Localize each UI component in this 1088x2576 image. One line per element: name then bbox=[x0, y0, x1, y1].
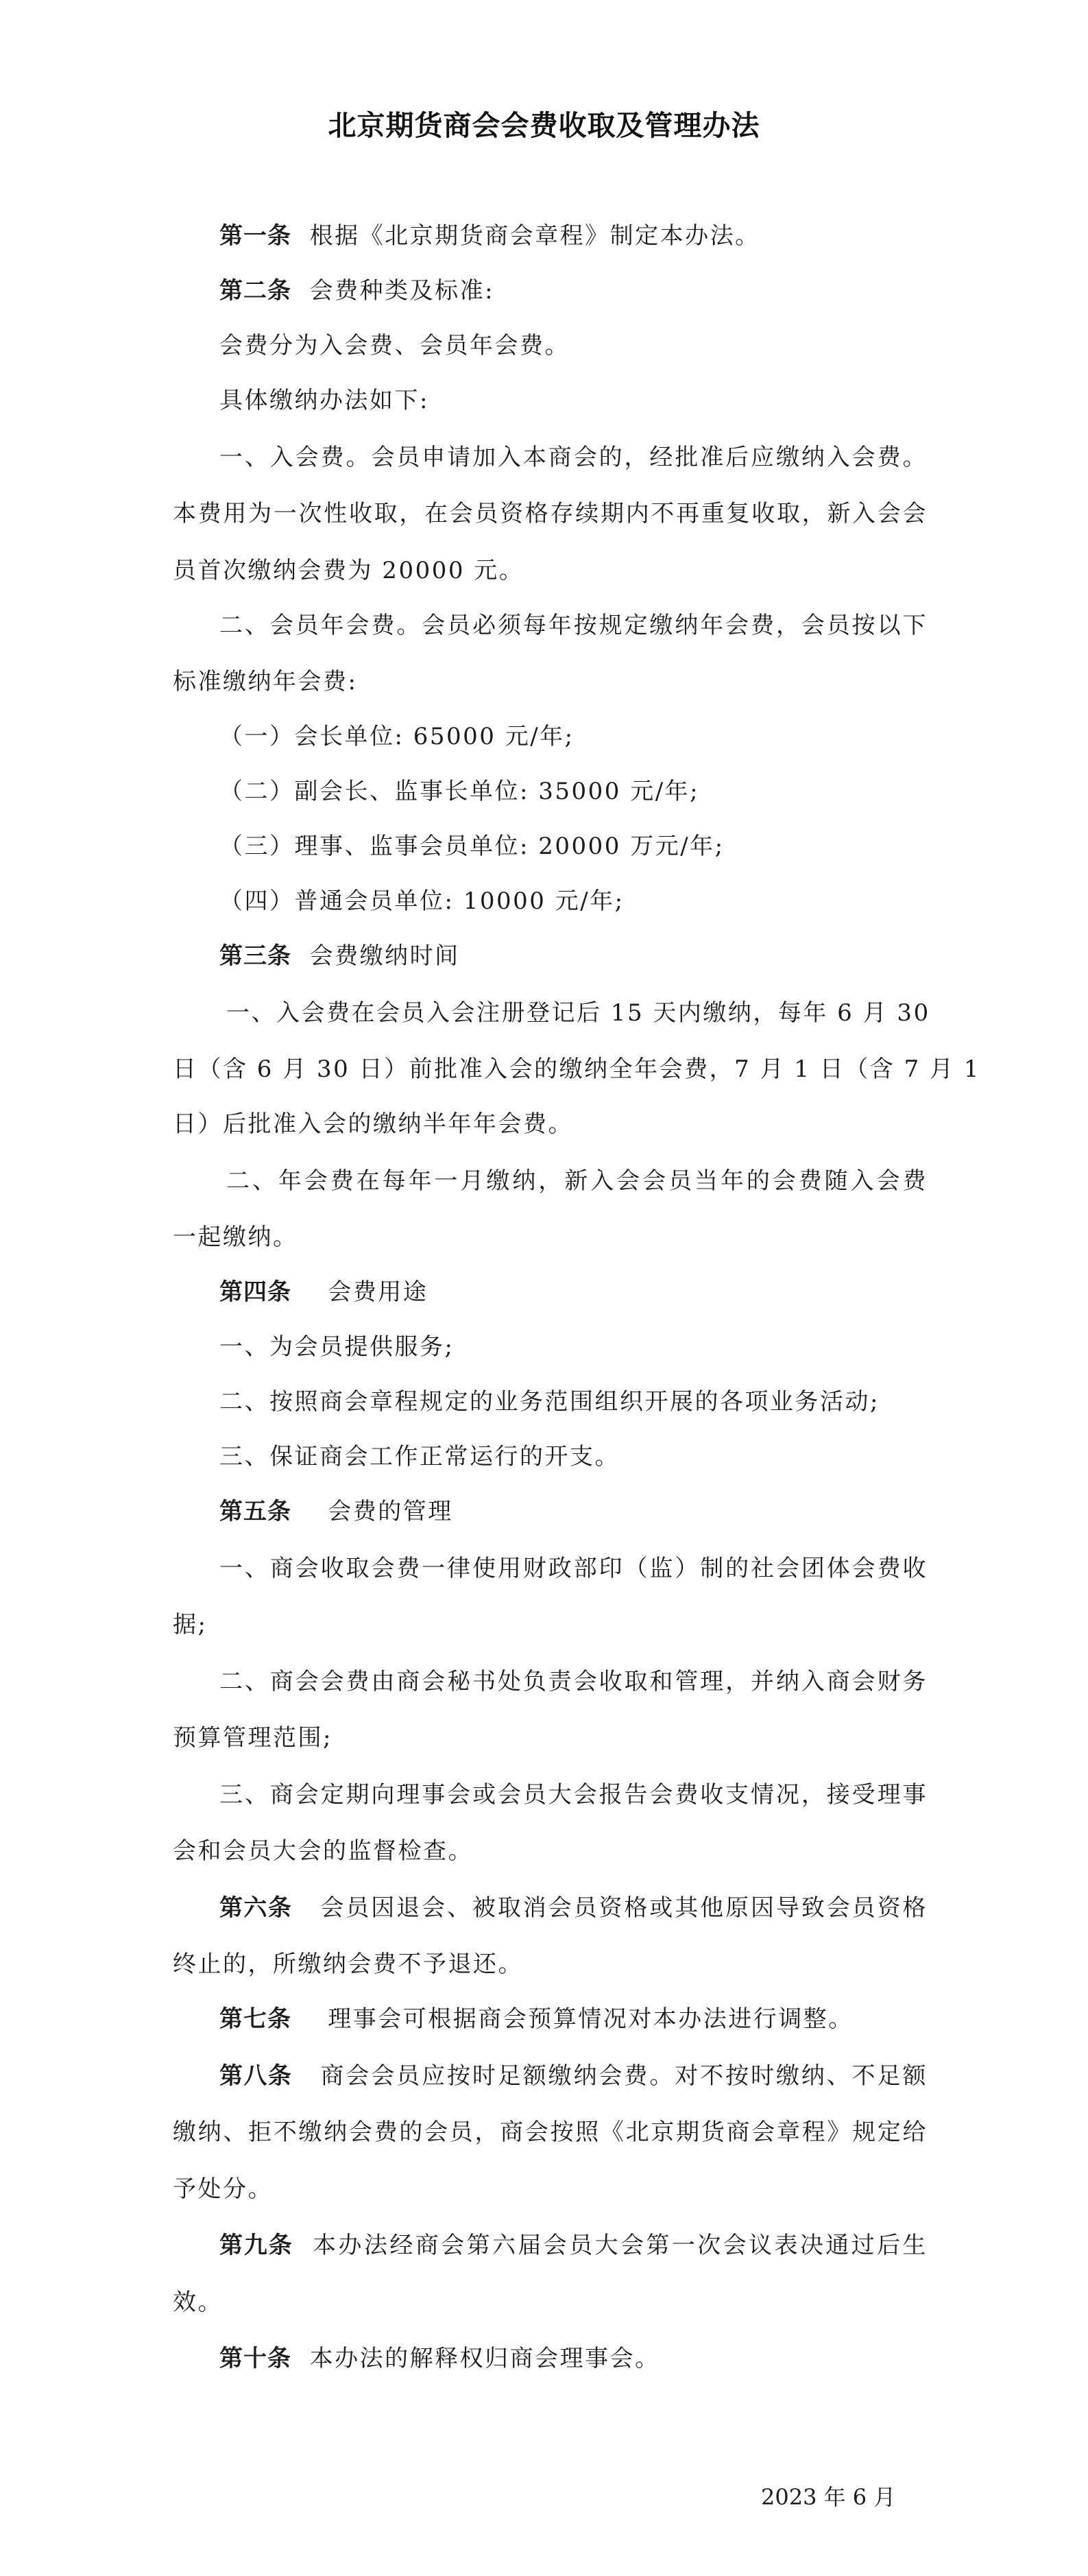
payment-time-line-1: 一、入会费在会员入会注册登记后 15 天内缴纳，每年 6 月 30 bbox=[226, 999, 930, 1027]
article-8-heading: 第八条 bbox=[219, 2062, 293, 2090]
fee-council-member: （三）理事、监事会员单位: 20000 万元/年; bbox=[219, 833, 725, 860]
fee-vice-president: （二）副会长、监事长单位: 35000 元/年; bbox=[219, 778, 700, 805]
article-2 bbox=[219, 276, 494, 306]
article-7-heading: 第七条 bbox=[219, 2005, 291, 2033]
article-1-heading: 第一条 bbox=[219, 222, 291, 250]
article-6-heading: 第六条 bbox=[219, 1894, 293, 1922]
article-4-text: 会费用途 bbox=[328, 1278, 428, 1306]
article-9-text: 本办法经商会第六届会员大会第一次会议表决通过后生 bbox=[313, 2232, 928, 2259]
article-2-heading: 第二条 bbox=[219, 277, 291, 305]
management-2-line-2: 预算管理范围; bbox=[173, 1724, 333, 1752]
article-4-heading: 第四条 bbox=[219, 1278, 291, 1306]
article-8-line-2: 缴纳、拒不缴纳会费的会员，商会按照《北京期货商会章程》规定给 bbox=[173, 2119, 928, 2146]
management-3-line-2: 会和会员大会的监督检查。 bbox=[173, 1837, 473, 1865]
payment-time-line-2: 日（含 6 月 30 日）前批准入会的缴纳全年会费，7 月 1 日（含 7 月 1 bbox=[173, 1056, 980, 1083]
management-3-line-1: 三、商会定期向理事会或会员大会报告会费收支情况，接受理事 bbox=[219, 1781, 928, 1809]
fee-ordinary-member: （四）普通会员单位: 10000 元/年; bbox=[219, 887, 625, 915]
article-1 bbox=[219, 221, 760, 251]
management-1-line-2: 据; bbox=[173, 1611, 208, 1638]
entry-fee-line-3: 员首次缴纳会费为 20000 元。 bbox=[173, 557, 524, 584]
usage-item-2: 二、按照商会章程规定的业务范围组织开展的各项业务活动; bbox=[219, 1388, 880, 1416]
article-10 bbox=[219, 2344, 660, 2374]
article-5 bbox=[219, 1496, 453, 1527]
annual-fee-line-2: 标准缴纳年会费: bbox=[173, 668, 358, 695]
usage-item-3: 三、保证商会工作正常运行的开支。 bbox=[219, 1443, 620, 1470]
article-8-text: 商会会员应按时足额缴纳会费。对不按时缴纳、不足额 bbox=[320, 2062, 928, 2090]
entry-fee-line-2: 本费用为一次性收取，在会员资格存续期内不再重复收取，新入会会 bbox=[173, 500, 928, 527]
article-9-line-1 bbox=[219, 2230, 928, 2261]
article-5-heading: 第五条 bbox=[219, 1498, 291, 1525]
article-5-text: 会费的管理 bbox=[328, 1498, 453, 1525]
article-3 bbox=[219, 941, 460, 971]
article-8-line-3: 予处分。 bbox=[173, 2175, 273, 2203]
article-6-line-1 bbox=[219, 1893, 928, 1923]
annual-fee-line-1: 二、会员年会费。会员必须每年按规定缴纳年会费，会员按以下 bbox=[219, 612, 928, 639]
document-title: 北京期货商会会费收取及管理办法 bbox=[328, 109, 760, 142]
annual-payment-line-2: 一起缴纳。 bbox=[173, 1224, 298, 1251]
article-6-text: 会员因退会、被取消会员资格或其他原因导致会员资格 bbox=[320, 1894, 928, 1922]
document-date: 2023 年 6 月 bbox=[761, 2484, 896, 2510]
payment-time-line-3: 日）后批准入会的缴纳半年年会费。 bbox=[173, 1110, 573, 1138]
fee-president: （一）会长单位: 65000 元/年; bbox=[219, 723, 575, 750]
management-2-line-1: 二、商会会费由商会秘书处负责会收取和管理，并纳入商会财务 bbox=[219, 1668, 928, 1695]
fee-types: 会费分为入会费、会员年会费。 bbox=[219, 332, 570, 359]
article-7-text: 理事会可根据商会预算情况对本办法进行调整。 bbox=[328, 2005, 854, 2033]
article-6-line-2: 终止的，所缴纳会费不予退还。 bbox=[173, 1951, 523, 1978]
article-8-line-1 bbox=[219, 2061, 928, 2091]
usage-item-1: 一、为会员提供服务; bbox=[219, 1333, 455, 1361]
entry-fee-line-1: 一、入会费。会员申请加入本商会的，经批准后应缴纳入会费。 bbox=[219, 444, 928, 471]
article-7 bbox=[219, 2004, 854, 2034]
article-3-heading: 第三条 bbox=[219, 942, 291, 970]
article-1-text: 根据《北京期货商会章程》制定本办法。 bbox=[309, 222, 760, 250]
payment-method: 具体缴纳办法如下: bbox=[219, 387, 429, 414]
article-9-heading: 第九条 bbox=[219, 2232, 293, 2259]
article-2-text: 会费种类及标准: bbox=[309, 277, 495, 305]
management-1-line-1: 一、商会收取会费一律使用财政部印（监）制的社会团体会费收 bbox=[219, 1555, 928, 1582]
article-9-line-2: 效。 bbox=[173, 2289, 223, 2316]
article-10-heading: 第十条 bbox=[219, 2345, 291, 2372]
article-10-text: 本办法的解释权归商会理事会。 bbox=[309, 2345, 660, 2372]
article-4 bbox=[219, 1277, 428, 1307]
article-3-text: 会费缴纳时间 bbox=[309, 942, 460, 970]
annual-payment-line-1: 二、年会费在每年一月缴纳，新入会会员当年的会费随入会费 bbox=[226, 1167, 928, 1195]
